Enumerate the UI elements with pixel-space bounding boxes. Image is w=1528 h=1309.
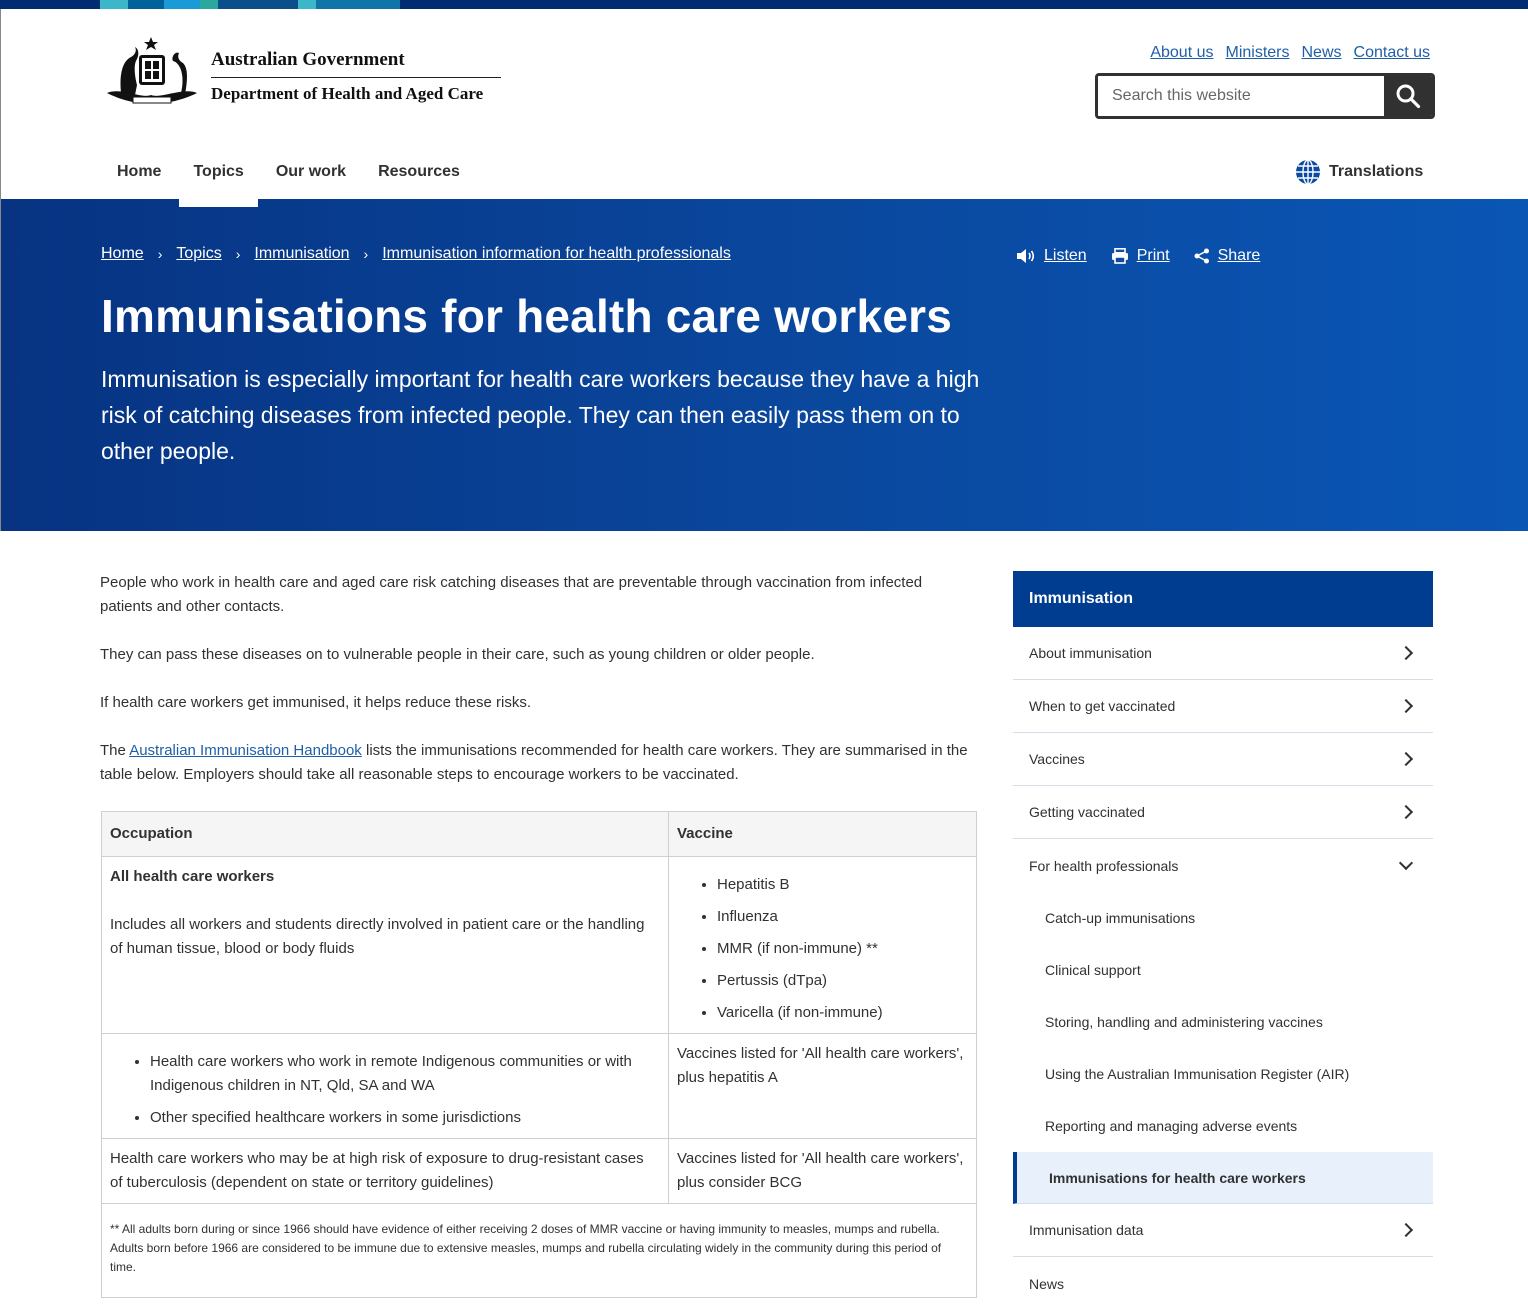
page-tools <box>1016 247 1260 265</box>
chevron-right-icon <box>1399 646 1413 660</box>
chevron-right-icon <box>1399 752 1413 766</box>
occupation-title: All health care workers <box>110 868 275 885</box>
top-color-stripe <box>0 0 1528 9</box>
nav-topics[interactable]: Topics <box>177 149 259 199</box>
site-search <box>1095 73 1435 119</box>
chevron-right-icon <box>1399 699 1413 713</box>
paragraph-2: They can pass these diseases on to vulnerable people in their care, such as young children or older people. <box>100 646 815 663</box>
chevron-down-icon <box>1399 855 1413 869</box>
column-header-vaccine: Vaccine <box>669 812 977 857</box>
chevron-right-icon: › <box>157 246 163 262</box>
sidebar-heading[interactable]: Immunisation <box>1013 571 1433 627</box>
page-lead: Immunisation is especially important for health care workers because they have a high risk of catching diseases from infected people. They can then easily pass them on to other people. <box>101 366 980 464</box>
printer-icon <box>1111 248 1129 264</box>
sidebar-subitem-catch-up[interactable]: Catch-up immunisations <box>1045 910 1196 926</box>
table-row <box>102 1139 977 1204</box>
sidebar-item-vaccines[interactable]: Vaccines <box>1013 733 1433 786</box>
occupation-item: • Health care workers who work in remote Indigenous communities or with Indigenous children in NT, Qld, SA and WA <box>150 1050 660 1098</box>
vaccine-list <box>677 865 968 1025</box>
site-header <box>0 9 1528 199</box>
breadcrumb <box>101 245 731 263</box>
vaccine-item: • Varicella (if non-immune) <box>717 1001 968 1025</box>
nav-our-work[interactable]: Our work <box>275 163 347 180</box>
sidebar-item-about-immunisation[interactable]: About immunisation <box>1013 627 1433 680</box>
sidebar-item-getting-vaccinated[interactable]: Getting vaccinated <box>1013 786 1433 839</box>
nav-home[interactable]: Home <box>117 163 162 180</box>
table-row <box>102 1034 977 1139</box>
utility-link-contact-us[interactable]: Contact us <box>1353 44 1430 61</box>
breadcrumb-immunisation[interactable]: Immunisation <box>254 245 350 262</box>
column-header-occupation: Occupation <box>102 812 669 857</box>
vaccine-item: • Influenza <box>717 905 968 929</box>
paragraph-1: People who work in health care and aged care risk catching diseases that are preventable through vaccination from infected patients and other contacts. <box>100 574 923 615</box>
nav-resources[interactable]: Resources <box>378 163 460 180</box>
vaccine-cell: Vaccines listed for 'All health care workers', plus consider BCG <box>669 1139 977 1204</box>
sidebar-item-news[interactable]: News <box>1029 1275 1065 1292</box>
page-title: Immunisations for health care workers <box>101 290 952 342</box>
chevron-right-icon <box>1399 805 1413 819</box>
share-icon <box>1194 248 1210 264</box>
government-logo[interactable] <box>101 33 501 109</box>
occupation-item: • Other specified healthcare workers in some jurisdictions <box>150 1106 660 1130</box>
sidebar-subitem-air[interactable]: Using the Australian Immunisation Register (AIR) <box>1045 1066 1350 1082</box>
page-hero <box>0 199 1528 531</box>
sidebar-subitem-clinical-support[interactable]: Clinical support <box>1045 962 1141 978</box>
utility-link-about-us[interactable]: About us <box>1150 44 1214 61</box>
sidebar-item-for-health-professionals[interactable]: For health professionals <box>1013 839 1433 892</box>
sidebar-item-immunisation-data[interactable]: Immunisation data <box>1013 1204 1433 1257</box>
coat-of-arms-icon <box>101 33 203 109</box>
listen-button[interactable]: Listen <box>1016 247 1087 265</box>
search-input[interactable] <box>1098 76 1384 116</box>
main-content <box>100 571 977 811</box>
breadcrumb-topics[interactable]: Topics <box>176 245 222 262</box>
utility-nav <box>1150 44 1430 62</box>
handbook-link[interactable]: Australian Immunisation Handbook <box>129 742 362 759</box>
sidebar-subitem-current-page[interactable]: Immunisations for health care workers <box>1013 1152 1433 1204</box>
utility-link-news[interactable]: News <box>1301 44 1342 61</box>
translations-button[interactable] <box>1295 159 1423 185</box>
vaccine-item: • MMR (if non-immune) ** <box>717 937 968 961</box>
speaker-icon <box>1016 248 1036 264</box>
table-row <box>102 857 977 1034</box>
share-button[interactable]: Share <box>1194 247 1261 265</box>
globe-icon <box>1295 159 1321 185</box>
utility-link-ministers[interactable]: Ministers <box>1225 44 1290 61</box>
table-footnote: ** All adults born during or since 1966 should have evidence of either receiving 2 doses of MMR vaccine or having immunity to measles, mumps and rubella. Adults born before 1966 are considered to be immune due to extensive measles, mumps and rubella circulating widely in the community during this period of time. <box>102 1204 977 1298</box>
vaccine-item: • Hepatitis B <box>717 873 968 897</box>
chevron-right-icon <box>1399 1223 1413 1237</box>
main-nav <box>101 149 476 199</box>
search-button[interactable] <box>1384 76 1432 116</box>
occupation-list <box>110 1050 660 1130</box>
occupation-description: Includes all workers and students directly involved in patient care or the handling of human tissue, blood or body fluids <box>110 916 645 957</box>
section-sidebar <box>1013 571 1433 1309</box>
active-nav-indicator <box>179 199 258 207</box>
government-name: Australian Government <box>211 49 501 78</box>
sidebar-subitem-storing-handling[interactable]: Storing, handling and administering vaccines <box>1045 1014 1323 1030</box>
search-icon <box>1395 83 1421 109</box>
sidebar-subitem-adverse-events[interactable]: Reporting and managing adverse events <box>1045 1118 1298 1134</box>
chevron-right-icon: › <box>235 246 241 262</box>
paragraph-4: The Australian Immunisation Handbook lists the immunisations recommended for health care workers. They are summarised in the table below. Employers should take all reasonable steps to encourage workers to be vaccinated. <box>100 742 968 783</box>
chevron-right-icon: › <box>363 246 369 262</box>
vaccine-table <box>101 811 977 1298</box>
breadcrumb-home[interactable]: Home <box>101 245 144 262</box>
print-button[interactable]: Print <box>1111 247 1170 265</box>
occupation-cell: Health care workers who may be at high risk of exposure to drug-resistant cases of tuberculosis (dependent on state or territory guidelines) <box>102 1139 669 1204</box>
vaccine-item: • Pertussis (dTpa) <box>717 969 968 993</box>
paragraph-3: If health care workers get immunised, it helps reduce these risks. <box>100 694 532 711</box>
department-name: Department of Health and Aged Care <box>211 84 484 103</box>
translations-label: Translations <box>1329 163 1424 180</box>
table-footnote-row <box>102 1204 977 1298</box>
vaccine-cell: Vaccines listed for 'All health care workers', plus hepatitis A <box>669 1034 977 1139</box>
breadcrumb-health-professionals[interactable]: Immunisation information for health professionals <box>382 245 731 262</box>
sidebar-item-when-to-get-vaccinated[interactable]: When to get vaccinated <box>1013 680 1433 733</box>
table-header-row <box>102 812 977 857</box>
